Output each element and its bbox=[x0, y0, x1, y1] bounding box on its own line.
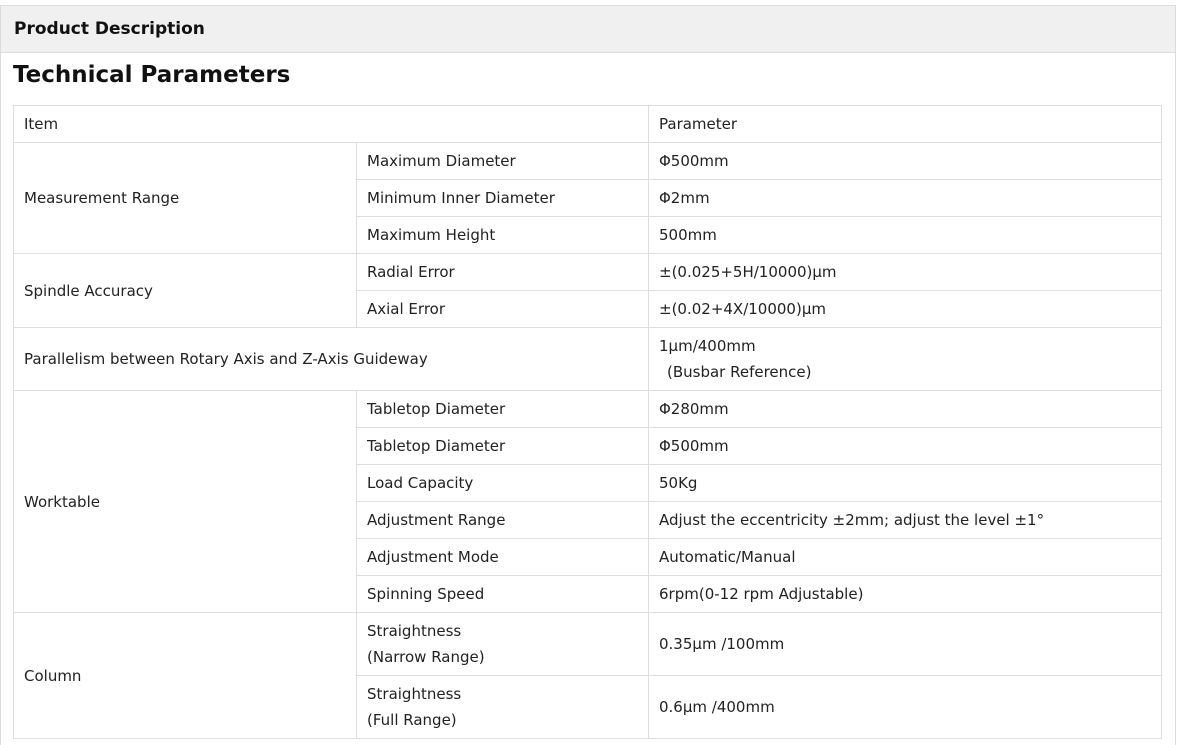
param-value: ±(0.025+5H/10000)μm bbox=[649, 254, 1162, 291]
param-name: Spinning Speed bbox=[357, 576, 649, 613]
header-cell-parameter: Parameter bbox=[649, 106, 1162, 143]
param-name: Adjustment Mode bbox=[357, 539, 649, 576]
param-value-line: 1μm/400mm bbox=[659, 337, 756, 355]
param-value: 6rpm(0-12 rpm Adjustable) bbox=[649, 576, 1162, 613]
param-name: Maximum Height bbox=[357, 217, 649, 254]
group-label-worktable: Worktable bbox=[14, 391, 357, 613]
table-row bbox=[14, 391, 1162, 428]
param-name: Tabletop Diameter bbox=[357, 428, 649, 465]
param-name: Axial Error bbox=[357, 291, 649, 328]
table-row bbox=[14, 143, 1162, 180]
param-value: Φ500mm bbox=[649, 143, 1162, 180]
param-value: 50Kg bbox=[649, 465, 1162, 502]
param-name bbox=[357, 676, 649, 739]
param-name bbox=[357, 613, 649, 676]
param-value: Automatic/Manual bbox=[649, 539, 1162, 576]
param-value-note: (Busbar Reference) bbox=[667, 363, 812, 381]
param-value: 0.6μm /400mm bbox=[649, 676, 1162, 739]
group-label-spindle-accuracy: Spindle Accuracy bbox=[14, 254, 357, 328]
group-label-column: Column bbox=[14, 613, 357, 739]
group-label-measurement-range: Measurement Range bbox=[14, 143, 357, 254]
param-name-note: (Full Range) bbox=[367, 711, 457, 729]
group-label-parallelism: Parallelism between Rotary Axis and Z-Axis Guideway bbox=[14, 328, 649, 391]
table-row bbox=[14, 613, 1162, 676]
param-value: Φ500mm bbox=[649, 428, 1162, 465]
param-value: Φ280mm bbox=[649, 391, 1162, 428]
param-name: Maximum Diameter bbox=[357, 143, 649, 180]
param-name: Load Capacity bbox=[357, 465, 649, 502]
param-name: Radial Error bbox=[357, 254, 649, 291]
section-title: Technical Parameters bbox=[13, 62, 291, 88]
technical-parameters-table bbox=[13, 105, 1162, 739]
header-cell-item: Item bbox=[14, 106, 649, 143]
param-name-line: Straightness bbox=[367, 622, 462, 640]
panel-header bbox=[1, 6, 1175, 53]
param-value: ±(0.02+4X/10000)μm bbox=[649, 291, 1162, 328]
param-name: Minimum Inner Diameter bbox=[357, 180, 649, 217]
param-value: Adjust the eccentricity ±2mm; adjust the level ±1° bbox=[649, 502, 1162, 539]
param-name: Tabletop Diameter bbox=[357, 391, 649, 428]
param-value: 500mm bbox=[649, 217, 1162, 254]
param-value: 0.35μm /100mm bbox=[649, 613, 1162, 676]
table-row bbox=[14, 328, 1162, 391]
param-value: Φ2mm bbox=[649, 180, 1162, 217]
panel-title: Product Description bbox=[14, 19, 205, 39]
table-row bbox=[14, 254, 1162, 291]
param-name-note: (Narrow Range) bbox=[367, 648, 485, 666]
param-name-line: Straightness bbox=[367, 685, 462, 703]
table-header-row bbox=[14, 106, 1162, 143]
param-value-parallelism bbox=[649, 328, 1162, 391]
param-name: Adjustment Range bbox=[357, 502, 649, 539]
